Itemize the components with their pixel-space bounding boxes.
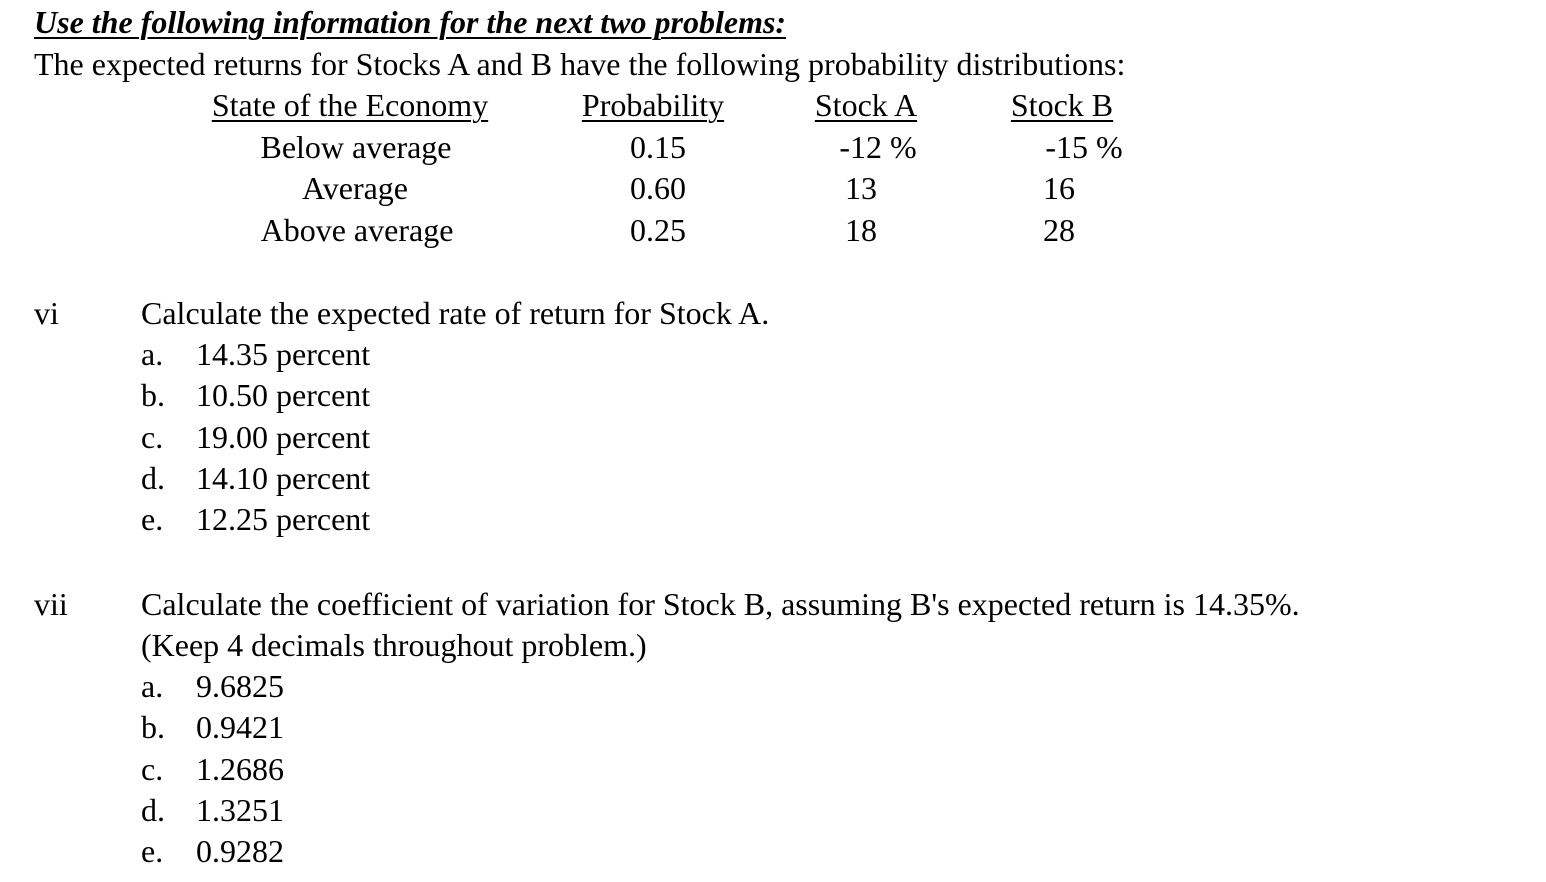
option-letter: d. xyxy=(141,792,165,828)
table-row-2-state: Average xyxy=(302,170,408,206)
table-row-2-probability: 0.60 xyxy=(630,170,686,206)
option-text: 0.9421 xyxy=(196,709,284,745)
option-text: 19.00 percent xyxy=(196,419,371,455)
header-state: State of the Economy xyxy=(211,87,489,123)
table-row-2-stock-a: 13 xyxy=(845,170,877,206)
option-letter: b. xyxy=(141,709,165,745)
section-heading: Use the following information for the next two problems: xyxy=(34,4,787,40)
question-number: vi xyxy=(34,295,59,331)
option-letter: a. xyxy=(141,668,164,704)
question-text: Calculate the expected rate of return for Stock A. xyxy=(141,295,770,331)
option-letter: e. xyxy=(141,501,164,537)
table-row-2-stock-b: 16 xyxy=(1043,170,1075,206)
option-text: 14.10 percent xyxy=(196,460,371,496)
intro-text: The expected returns for Stocks A and B have the following probability distributions: xyxy=(34,46,1126,82)
header-stock-a: Stock A xyxy=(814,87,918,123)
table-row-1-state: Below average xyxy=(260,129,452,165)
option-text: 1.2686 xyxy=(196,751,284,787)
table-row-1-stock-b: -15 % xyxy=(1045,129,1123,165)
table-row-1-probability: 0.15 xyxy=(630,129,686,165)
option-letter: d. xyxy=(141,460,165,496)
header-probability: Probability xyxy=(581,87,725,123)
table-row-3-stock-b: 28 xyxy=(1043,212,1075,248)
option-letter: e. xyxy=(141,833,164,869)
option-letter: b. xyxy=(141,377,165,413)
option-letter: c. xyxy=(141,751,164,787)
option-text: 12.25 percent xyxy=(196,501,371,537)
question-text: Calculate the coefficient of variation for Stock B, assuming B's expected return is 14.35%. xyxy=(141,586,1300,622)
option-text: 1.3251 xyxy=(196,792,284,828)
option-text: 10.50 percent xyxy=(196,377,371,413)
table-row-3-state: Above average xyxy=(260,212,454,248)
header-stock-b: Stock B xyxy=(1010,87,1114,123)
table-row-3-probability: 0.25 xyxy=(630,212,686,248)
table-row-3-stock-a: 18 xyxy=(845,212,877,248)
option-text: 0.9282 xyxy=(196,833,284,869)
table-row-1-stock-a: -12 % xyxy=(839,129,917,165)
question-text-note: (Keep 4 decimals throughout problem.) xyxy=(141,627,647,663)
option-letter: c. xyxy=(141,419,164,455)
option-letter: a. xyxy=(141,336,164,372)
question-number: vii xyxy=(34,586,68,622)
option-text: 14.35 percent xyxy=(196,336,371,372)
option-text: 9.6825 xyxy=(196,668,284,704)
